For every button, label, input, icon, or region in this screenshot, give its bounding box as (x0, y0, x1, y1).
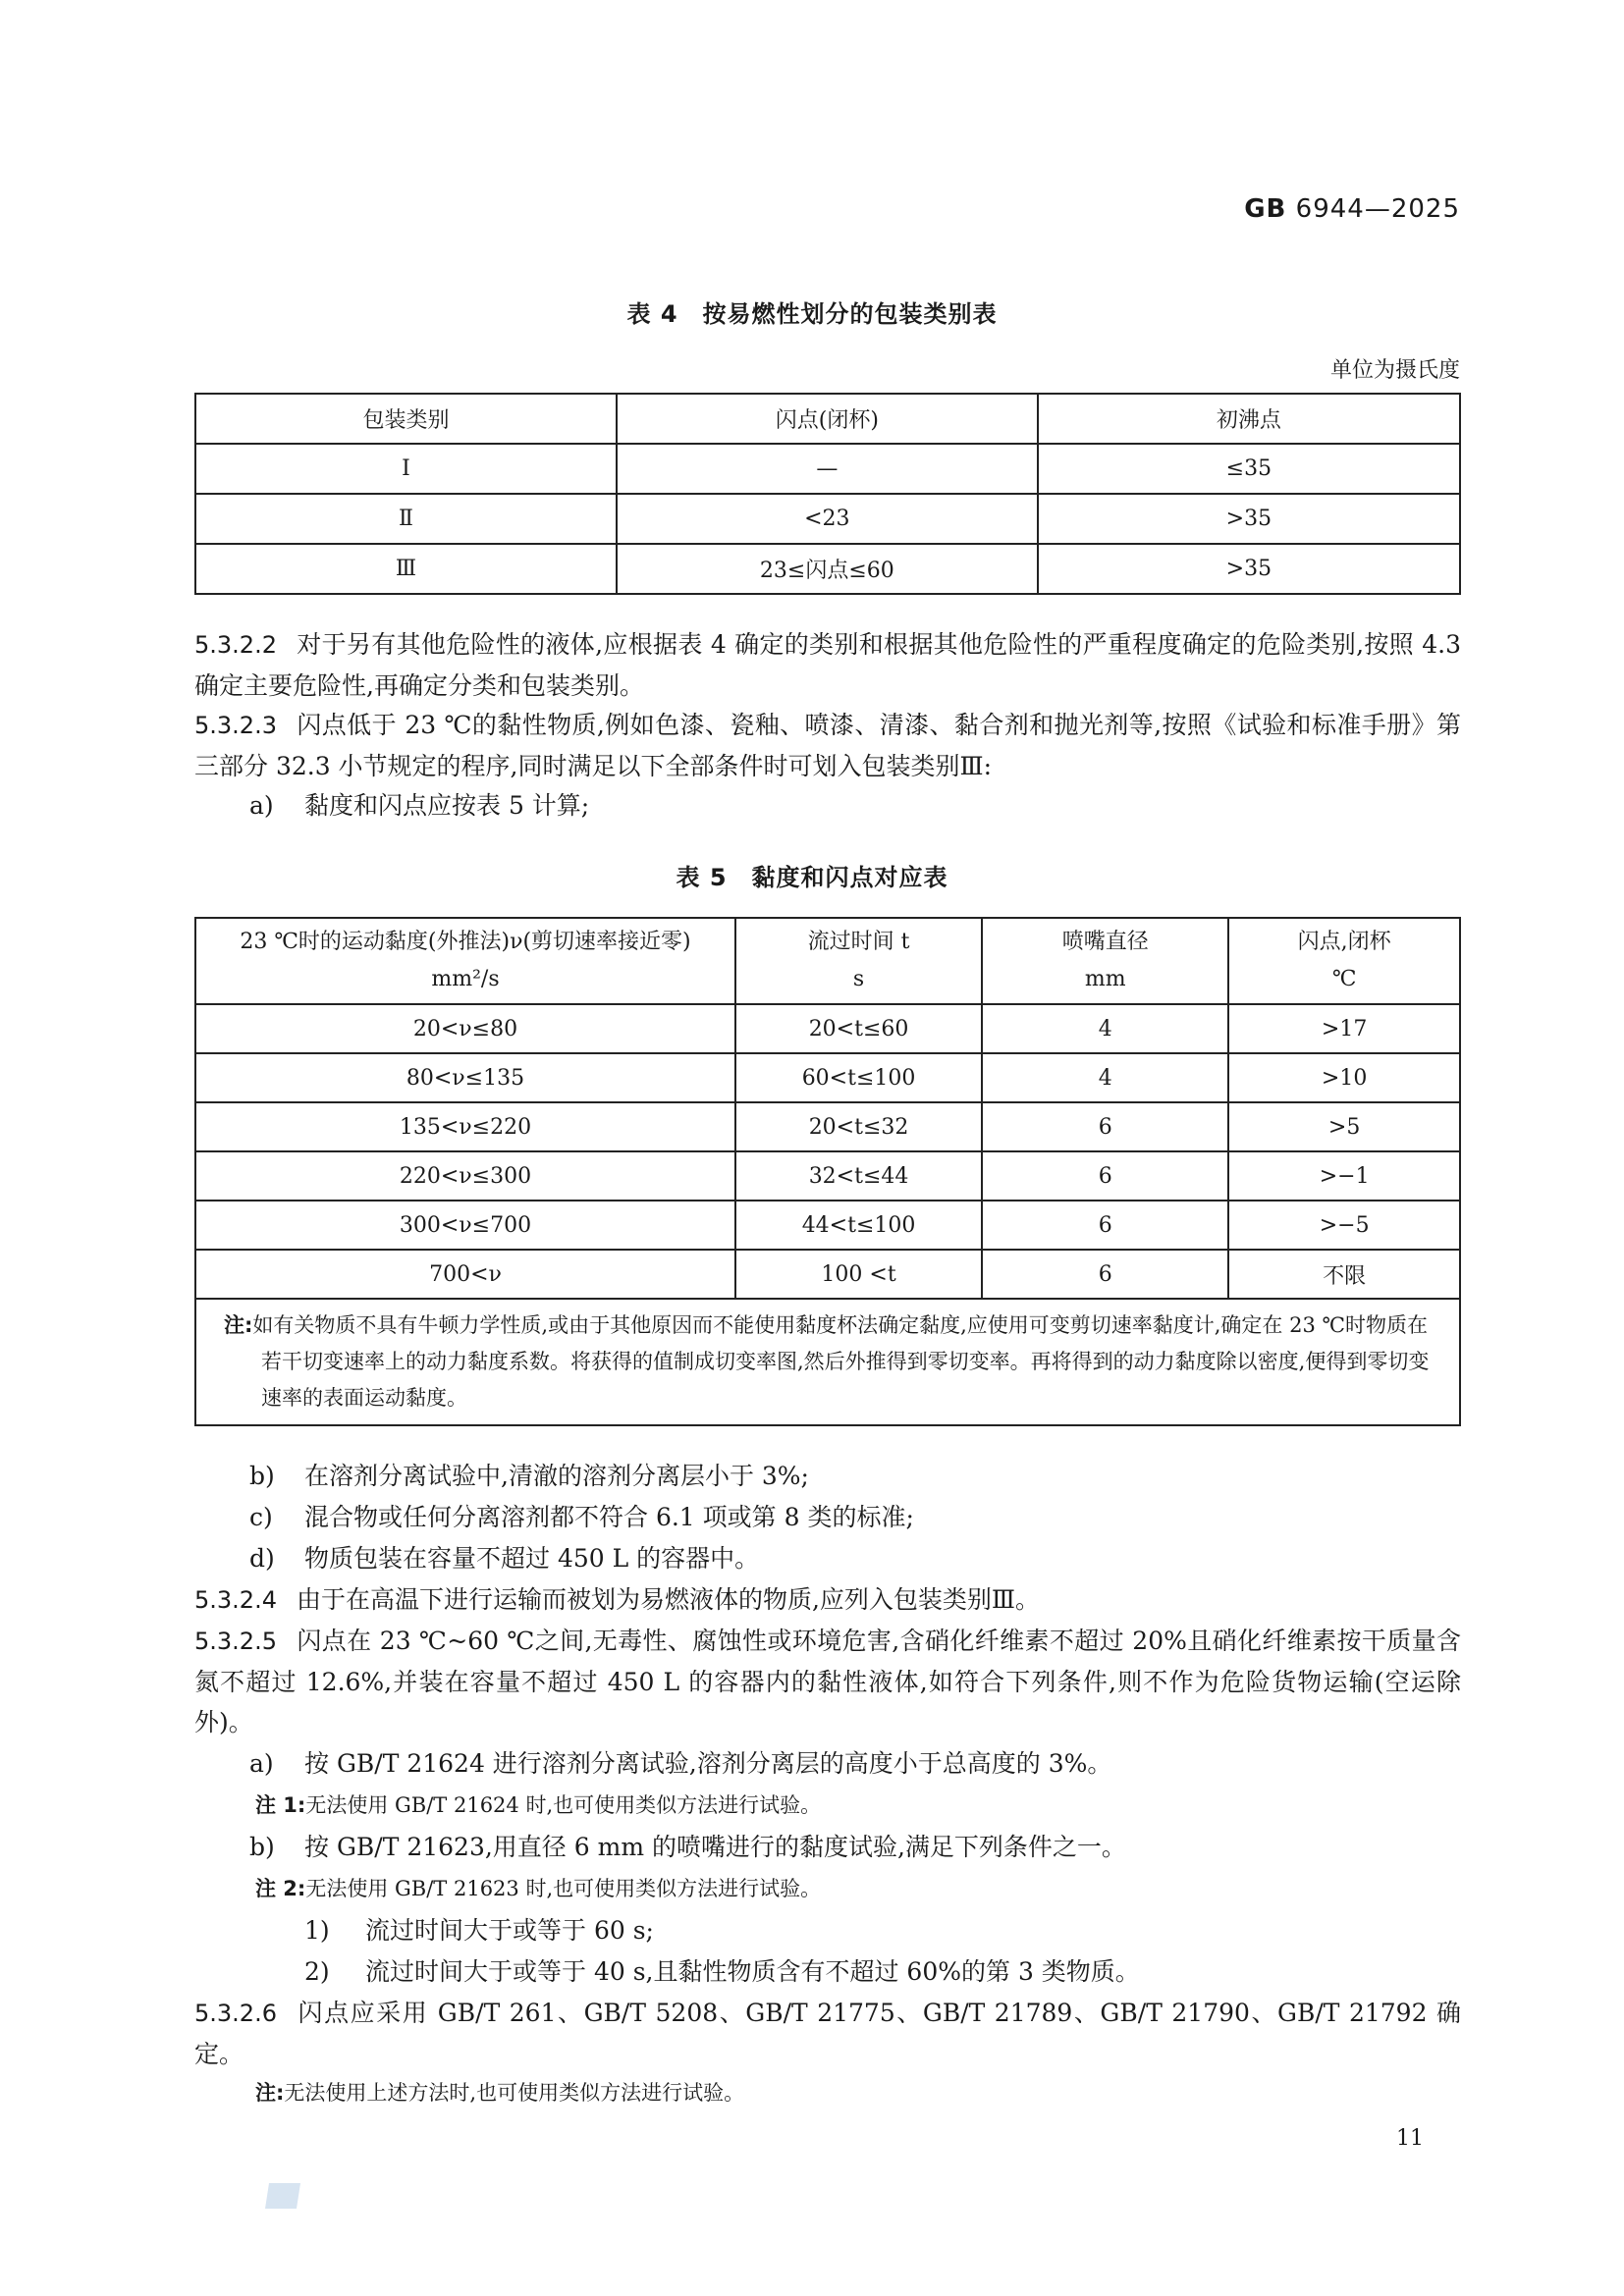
clause-5-3-2-4: 5.3.2.4 由于在高温下进行运输而被划为易燃液体的物质,应列入包装类别Ⅲ。 (194, 1585, 1041, 1614)
table-cell: >17 (1228, 1004, 1460, 1053)
table-cell: 6 (982, 1201, 1228, 1250)
table-header-row (195, 394, 1460, 444)
table-row (195, 494, 1460, 544)
table-row (195, 1201, 1460, 1250)
table-cell: 220<ν≤300 (195, 1151, 735, 1201)
table-cell: <23 (617, 494, 1038, 544)
column-header: 包装类别 (195, 394, 617, 444)
table5 (194, 917, 1461, 1426)
table-cell: 700<ν (195, 1250, 735, 1299)
page-number: 11 (1396, 2126, 1424, 2151)
column-header: 闪点,闭杯 ℃ (1228, 918, 1460, 1004)
table-cell: 20<t≤60 (735, 1004, 982, 1053)
table-cell: >−1 (1228, 1151, 1460, 1201)
clause-5-3-2-2: 5.3.2.2 对于另有其他危险性的液体,应根据表 4 确定的类别和根据其他危险性的严重程度确定的危险类别,按照 4.3 确定主要危险性,再确定分类和包装类别。 (194, 630, 1461, 700)
table-note: 注:如有关物质不具有牛顿力学性质,或由于其他原因而不能使用黏度杯法确定黏度,应使用可变剪切速率黏度计,确定在 23 ℃时物质在若干切变速率上的动力黏度系数。将获得的值制成切变率图,然后外推得到零切变率。再将得到的动力黏度除以密度,便得到零切变速率的表面运动黏度。 (195, 1299, 1460, 1425)
table-cell: 60<t≤100 (735, 1053, 982, 1102)
table-cell: 32<t≤44 (735, 1151, 982, 1201)
table4-title: 表 4 按易燃性划分的包装类别表 (626, 300, 998, 328)
document-code: GB 6944—2025 (1244, 194, 1460, 224)
note-2: 注 2:无法使用 GB/T 21623 时,也可使用类似方法进行试验。 (255, 1877, 822, 1900)
table-cell: 6 (982, 1250, 1228, 1299)
table-row (195, 444, 1460, 494)
note-3: 注:无法使用上述方法时,也可使用类似方法进行试验。 (255, 2081, 745, 2105)
table-cell: — (617, 444, 1038, 494)
table-cell: ≤35 (1038, 444, 1460, 494)
list-item-b2: b) 按 GB/T 21623,用直径 6 mm 的喷嘴进行的黏度试验,满足下列条件之一。 (249, 1833, 1126, 1861)
table-cell: 不限 (1228, 1250, 1460, 1299)
note-1: 注 1:无法使用 GB/T 21624 时,也可使用类似方法进行试验。 (255, 1793, 822, 1817)
table-cell: 20<ν≤80 (195, 1004, 735, 1053)
list-item-a2: a) 按 GB/T 21624 进行溶剂分离试验,溶剂分离层的高度小于总高度的 3%。 (249, 1749, 1112, 1778)
table-cell: 6 (982, 1151, 1228, 1201)
table-cell: 23≤闪点≤60 (617, 544, 1038, 594)
list-item-c: c) 混合物或任何分离溶剂都不符合 6.1 项或第 8 类的标准; (249, 1503, 914, 1531)
column-header: 喷嘴直径 mm (982, 918, 1228, 1004)
sub-item-1: 1) 流过时间大于或等于 60 s; (304, 1916, 654, 1945)
table-cell: 44<t≤100 (735, 1201, 982, 1250)
table-cell: 80<ν≤135 (195, 1053, 735, 1102)
clause-5-3-2-5: 5.3.2.5 闪点在 23 ℃~60 ℃之间,无毒性、腐蚀性或环境危害,含硝化纤维素不超过 20%且硝化纤维素按干质量含氮不超过 12.6%,并装在容量不超过 450 L 的容器内的黏性液体,如符合下列条件,则不作为危险货物运输(空运除外)。 (194, 1627, 1461, 1736)
table-cell: >5 (1228, 1102, 1460, 1151)
list-item-d: d) 物质包装在容量不超过 450 L 的容器中。 (249, 1544, 760, 1573)
table-row (195, 1250, 1460, 1299)
table-cell: Ⅱ (195, 494, 617, 544)
table5-title: 表 5 黏度和闪点对应表 (676, 864, 948, 891)
column-header: 初沸点 (1038, 394, 1460, 444)
list-item-b: b) 在溶剂分离试验中,清澈的溶剂分离层小于 3%; (249, 1462, 809, 1490)
column-header: 23 ℃时的运动黏度(外推法)ν(剪切速率接近零) mm²/s (195, 918, 735, 1004)
table-cell: >35 (1038, 494, 1460, 544)
sac-logo-icon (263, 2179, 304, 2213)
table-row (195, 1004, 1460, 1053)
column-header: 闪点(闭杯) (617, 394, 1038, 444)
table-cell: Ⅲ (195, 544, 617, 594)
table-cell: 100 <t (735, 1250, 982, 1299)
table4 (194, 393, 1461, 595)
table-cell: 20<t≤32 (735, 1102, 982, 1151)
table-cell: Ⅰ (195, 444, 617, 494)
table-row (195, 544, 1460, 594)
table-cell: 6 (982, 1102, 1228, 1151)
table-cell: 4 (982, 1053, 1228, 1102)
table-row (195, 1102, 1460, 1151)
sub-item-2: 2) 流过时间大于或等于 40 s,且黏性物质含有不超过 60%的第 3 类物质。 (304, 1957, 1140, 1986)
table-cell: >35 (1038, 544, 1460, 594)
table-row (195, 1151, 1460, 1201)
table-cell: 4 (982, 1004, 1228, 1053)
clause-5-3-2-6: 5.3.2.6 闪点应采用 GB/T 261、GB/T 5208、GB/T 21775、GB/T 21789、GB/T 21790、GB/T 21792 确定。 (194, 1999, 1461, 2068)
table-row (195, 1053, 1460, 1102)
table4-unit: 单位为摄氏度 (1329, 358, 1460, 383)
clause-5-3-2-3: 5.3.2.3 闪点低于 23 ℃的黏性物质,例如色漆、瓷釉、喷漆、清漆、黏合剂和抛光剂等,按照《试验和标准手册》第三部分 32.3 小节规定的程序,同时满足以下全部条件时可划入包装类别Ⅲ: (194, 711, 1461, 780)
table-cell: >10 (1228, 1053, 1460, 1102)
list-item-a: a) 黏度和闪点应按表 5 计算; (249, 791, 590, 820)
table-note-row (195, 1299, 1460, 1425)
column-header: 流过时间 t s (735, 918, 982, 1004)
table-cell: >−5 (1228, 1201, 1460, 1250)
table-header-row (195, 918, 1460, 1004)
table-cell: 135<ν≤220 (195, 1102, 735, 1151)
table-cell: 300<ν≤700 (195, 1201, 735, 1250)
